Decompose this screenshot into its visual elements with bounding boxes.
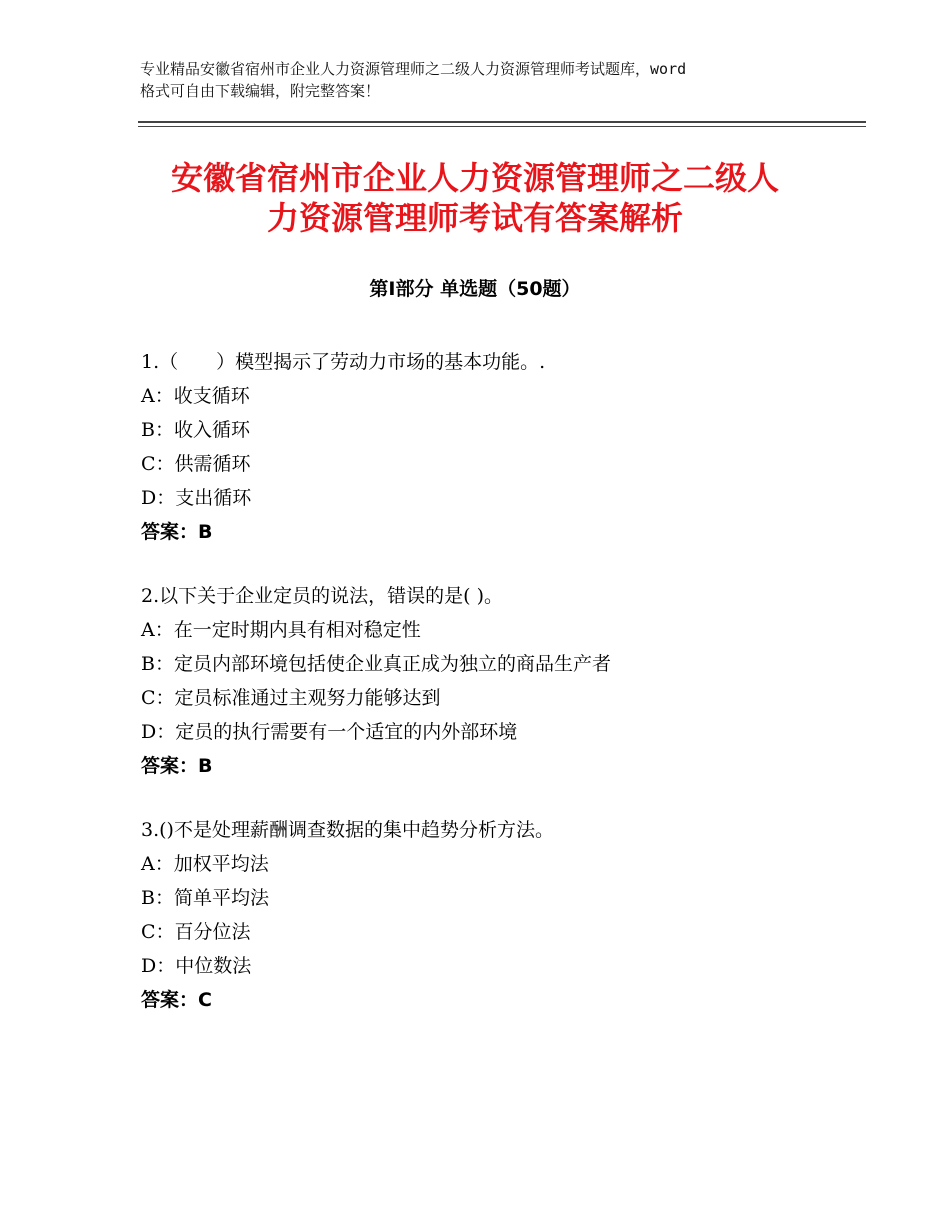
answer-line: 答案：B	[141, 521, 213, 543]
option-c: C：供需循环	[141, 453, 251, 475]
question-stem: 3.()不是处理薪酬调查数据的集中趋势分析方法。	[141, 819, 554, 841]
question-stem: 1.（ ）模型揭示了劳动力市场的基本功能。.	[141, 351, 546, 373]
option-b: B：简单平均法	[141, 887, 269, 909]
header-note-line-2: 格式可自由下载编辑，附完整答案！	[140, 82, 381, 100]
option-c: C：百分位法	[141, 921, 251, 943]
option-b: B：定员内部环境包括使企业真正成为独立的商品生产者	[141, 653, 611, 675]
answer-line: 答案：B	[141, 755, 213, 777]
answer-line: 答案：C	[141, 989, 212, 1011]
question-2	[141, 579, 861, 783]
header-note	[140, 58, 840, 102]
option-a: A：在一定时期内具有相对稳定性	[141, 619, 421, 641]
option-b: B：收入循环	[141, 419, 250, 441]
header-rule-thick	[138, 121, 866, 123]
option-c: C：定员标准通过主观努力能够达到	[141, 687, 441, 709]
option-d: D：中位数法	[141, 955, 252, 977]
question-list	[141, 345, 861, 1047]
header-note-line-1: 专业精品安徽省宿州市企业人力资源管理师之二级人力资源管理师考试题库，word	[140, 60, 687, 78]
header-rule-thin	[138, 126, 866, 127]
question-3	[141, 813, 861, 1017]
option-d: D：定员的执行需要有一个适宜的内外部环境	[141, 721, 518, 743]
document-title-line-1: 安徽省宿州市企业人力资源管理师之二级人	[170, 159, 779, 197]
document-title	[100, 158, 850, 238]
question-stem: 2.以下关于企业定员的说法，错误的是( )。	[141, 585, 503, 607]
option-a: A：加权平均法	[141, 853, 269, 875]
document-title-line-2: 力资源管理师考试有答案解析	[266, 199, 683, 237]
section-title: 第Ⅰ部分 单选题（50题）	[369, 278, 581, 300]
question-1	[141, 345, 861, 549]
option-a: A：收支循环	[141, 385, 250, 407]
option-d: D：支出循环	[141, 487, 252, 509]
